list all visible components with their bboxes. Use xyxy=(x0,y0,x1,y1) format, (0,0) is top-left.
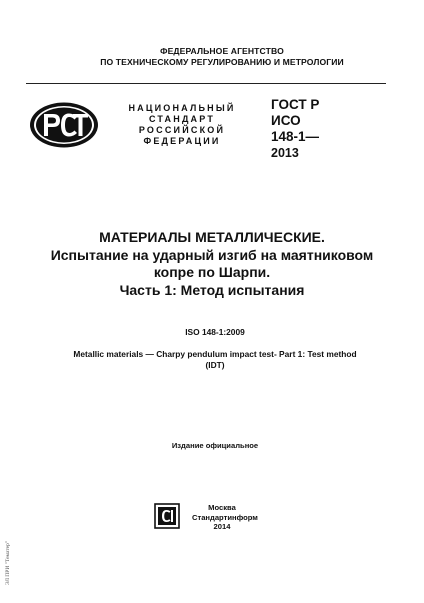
edition-label: Издание официальное xyxy=(171,441,259,450)
title-line: Часть 1: Метод испытания xyxy=(119,281,305,298)
publisher-info xyxy=(192,503,258,532)
publisher-year: 2014 xyxy=(213,522,231,532)
rst-logo-icon xyxy=(28,101,100,149)
code-line: ИСО xyxy=(271,113,301,128)
title-line: Испытание на ударный изгиб на маятниковом xyxy=(50,246,374,263)
code-year: 2013 xyxy=(271,146,299,160)
publisher-name: Стандартинформ xyxy=(192,512,258,522)
national-standard-label xyxy=(112,103,252,147)
title-line: МАТЕРИАЛЫ МЕТАЛЛИЧЕСКИЕ. xyxy=(99,229,325,245)
standard-code xyxy=(271,97,319,161)
agency-name xyxy=(60,46,384,68)
code-line: ГОСТ Р xyxy=(271,97,320,112)
standartinform-logo-icon xyxy=(154,503,180,529)
publisher-city: Москва xyxy=(208,503,236,512)
national-line: ФЕДЕРАЦИИ xyxy=(143,136,221,146)
national-line: РОССИЙСКОЙ xyxy=(138,125,226,135)
header-divider xyxy=(26,83,386,84)
iso-reference xyxy=(60,327,370,371)
code-line: 148-1— xyxy=(271,129,320,144)
agency-line-1: ФЕДЕРАЛЬНОЕ АГЕНТСТВО xyxy=(160,46,284,56)
side-watermark: ЭЛ ПРИ "Тематер" xyxy=(5,540,11,586)
title-line: копре по Шарпи. xyxy=(153,264,271,280)
national-line: СТАНДАРТ xyxy=(148,114,216,124)
document-title xyxy=(30,229,394,299)
agency-line-2: ПО ТЕХНИЧЕСКОМУ РЕГУЛИРОВАНИЮ И МЕТРОЛОГИИ xyxy=(100,57,344,67)
iso-equivalence: (IDT) xyxy=(205,360,225,370)
national-line: НАЦИОНАЛЬНЫЙ xyxy=(128,103,236,113)
iso-english-title: Metallic materials — Charpy pendulum impact test- Part 1: Test method xyxy=(73,349,357,359)
iso-number: ISO 148-1:2009 xyxy=(185,327,245,337)
